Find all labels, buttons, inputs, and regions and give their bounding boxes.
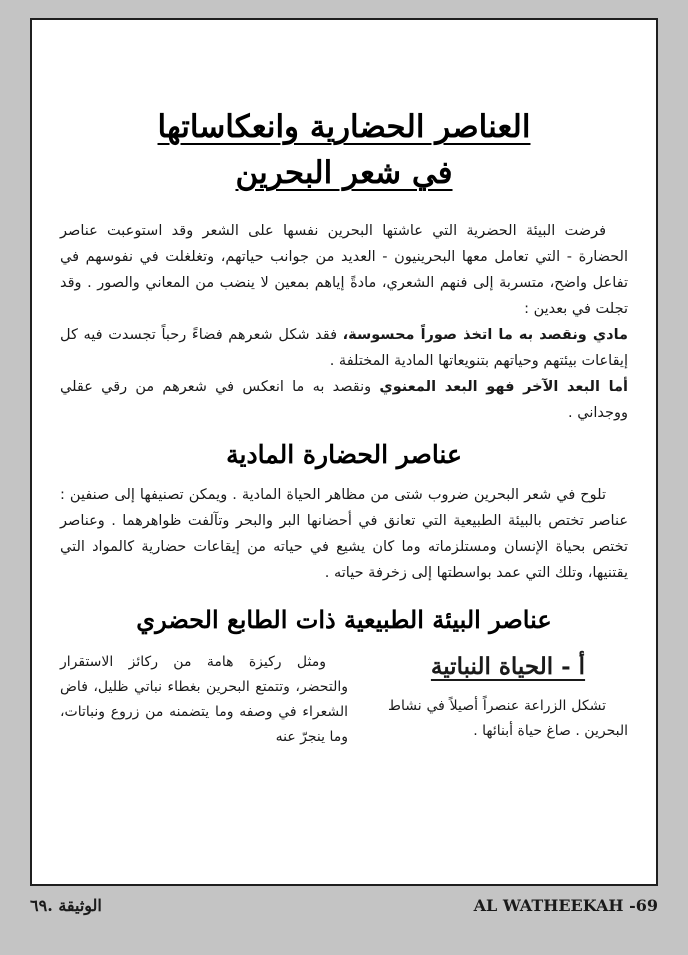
section1-heading: عناصر الحضارة المادية: [226, 440, 462, 469]
article-frame: [30, 18, 658, 886]
article-title-line2: في شعر البحرين: [235, 155, 453, 191]
article-content: [60, 104, 628, 750]
intro-paragraph-2: [60, 322, 628, 374]
intro-p3-bold: أما البعد الآخر فهو البعد المعنوي: [379, 379, 629, 395]
article-title-line1: العناصر الحضارية وانعكاساتها: [157, 109, 531, 145]
page-footer: [30, 896, 658, 920]
intro-p3-rest: ونقصد به ما انعكس في شعرهم من رقي عقلي ووجداني .: [60, 379, 628, 421]
intro-paragraph-1: فرضت البيئة الحضرية التي عاشتها البحرين نفسها على الشعر وقد استوعبت عناصر الحضارة - التي تعامل معها البحرينيون - العديد من جوانب حياتهم، وتغلغلت في نفوسهم في تفاعل واضح، متسربة إلى فنهم الشعري، مادةً إياهم بمعين لا ينضب من المعاني والصور . وقد تجلت في بعدين :: [60, 223, 628, 317]
two-column-block: [60, 650, 628, 750]
section2-heading: عناصر البيئة الطبيعية ذات الطابع الحضري: [136, 605, 552, 634]
intro-paragraph-3: [60, 374, 628, 426]
footer-arabic-page: الوثيقة .٦٩: [30, 896, 102, 915]
footer-english-page: AL WATHEEKAH -69: [473, 896, 658, 915]
left-column-text: ومثل ركيزة هامة من ركائز الاستقرار والتحضر، وتتمتع البحرين بغطاء نباتي ظليل، فاض الشعراء في وصفه وما يتضمنه من زروع ونباتات، وما ينجرّ عنه: [60, 654, 348, 745]
right-column-text: تشكل الزراعة عنصراً أصيلاً في نشاط البحرين . صاغ حياة أبنائها .: [388, 698, 628, 739]
intro-p2-bold: مادي ونقصد به ما اتخذ صوراً محسوسة،: [342, 327, 629, 343]
left-column: [60, 650, 348, 750]
right-column: [388, 650, 628, 750]
section1-paragraph: تلوح في شعر البحرين ضروب شتى من مظاهر الحياة المادية . ويمكن تصنيفها إلى صنفين : عناصر تختص بالبيئة الطبيعية التي تعانق في أحضانها البر والبحر وتآلفت ظواهرهما . وعناصر تختص بحياة الإنسان ومستلزماته وما كان يشيع في حياته من إيقاعات حضارية كالمواد التي يقتنيها، وتلك التي عمد بواسطتها إلى زخرفة حياته .: [60, 487, 628, 581]
subsection-heading: أ - الحياة النباتية: [430, 653, 586, 680]
intro-p2-rest: فقد شكل شعرهم فضاءً رحباً تجسدت فيه كل إيقاعات بيئتهم وحياتهم بتنويعاتها المادية المختلفة .: [60, 327, 628, 369]
